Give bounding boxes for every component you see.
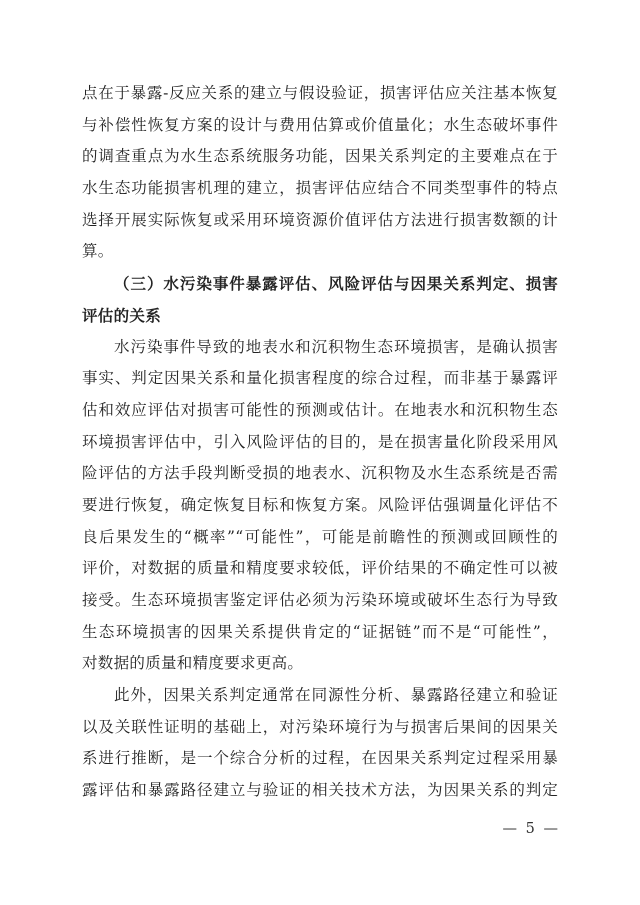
body-text-line: 此外，因果关系判定通常在同源性分析、暴露路径建立和验证	[114, 686, 558, 705]
body-text-line: 选择开展实际恢复或采用环境资源价值评估方法进行损害数额的计	[82, 210, 558, 229]
body-text-line: 接受。生态环境损害鉴定评估必须为污染环境或破坏生态行为导致	[82, 591, 558, 609]
body-text-line: 水生态功能损害机理的建立，损害评估应结合不同类型事件的特点	[82, 179, 558, 198]
document-body	[82, 78, 558, 807]
body-text-line: 估和效应评估对损害可能性的预测或估计。在地表水和沉积物生态	[82, 400, 558, 419]
page-number: — 5 —	[502, 821, 560, 837]
body-text-line: 的调查重点为水生态系统服务功能，因果关系判定的主要难点在于	[82, 147, 558, 166]
body-text-line: 露评估和暴露路径建立与验证的相关技术方法，为因果关系的判定	[82, 781, 558, 800]
body-text-line: 良后果发生的“概率”“可能性”，可能是前瞻性的预测或回顾性的	[82, 527, 558, 546]
body-text-line: 水污染事件导致的地表水和沉积物生态环境损害，是确认损害	[114, 337, 558, 356]
body-text-line: 要进行恢复，确定恢复目标和恢复方案。风险评估强调量化评估不	[82, 495, 558, 514]
body-text-line: 环境损害评估中，引入风险评估的目的，是在损害量化阶段采用风	[82, 432, 558, 451]
body-text-line: 与补偿性恢复方案的设计与费用估算或价值量化；水生态破坏事件	[82, 115, 558, 134]
body-text-line: 算。	[82, 242, 114, 261]
section-heading-line: （三）水污染事件暴露评估、风险评估与因果关系判定、损害	[114, 274, 558, 294]
body-text-line: 险评估的方法手段判断受损的地表水、沉积物及水生态系统是否需	[82, 464, 558, 483]
body-text-line: 以及关联性证明的基础上，对污染环境行为与损害后果间的因果关	[82, 717, 558, 736]
body-text-line: 评价，对数据的质量和精度要求较低，评价结果的不确定性可以被	[82, 559, 558, 578]
body-text-line: 对数据的质量和精度要求更高。	[82, 654, 304, 673]
body-text-line: 点在于暴露-反应关系的建立与假设验证，损害评估应关注基本恢复	[82, 84, 558, 102]
body-text-line: 系进行推断，是一个综合分析的过程，在因果关系判定过程采用暴	[82, 749, 558, 768]
body-text-line: 事实、判定因果关系和量化损害程度的综合过程，而非基于暴露评	[82, 369, 558, 388]
section-heading-line: 评估的关系	[82, 305, 162, 325]
body-text-line: 生态环境损害的因果关系提供肯定的“证据链”而不是“可能性”，	[82, 622, 558, 641]
